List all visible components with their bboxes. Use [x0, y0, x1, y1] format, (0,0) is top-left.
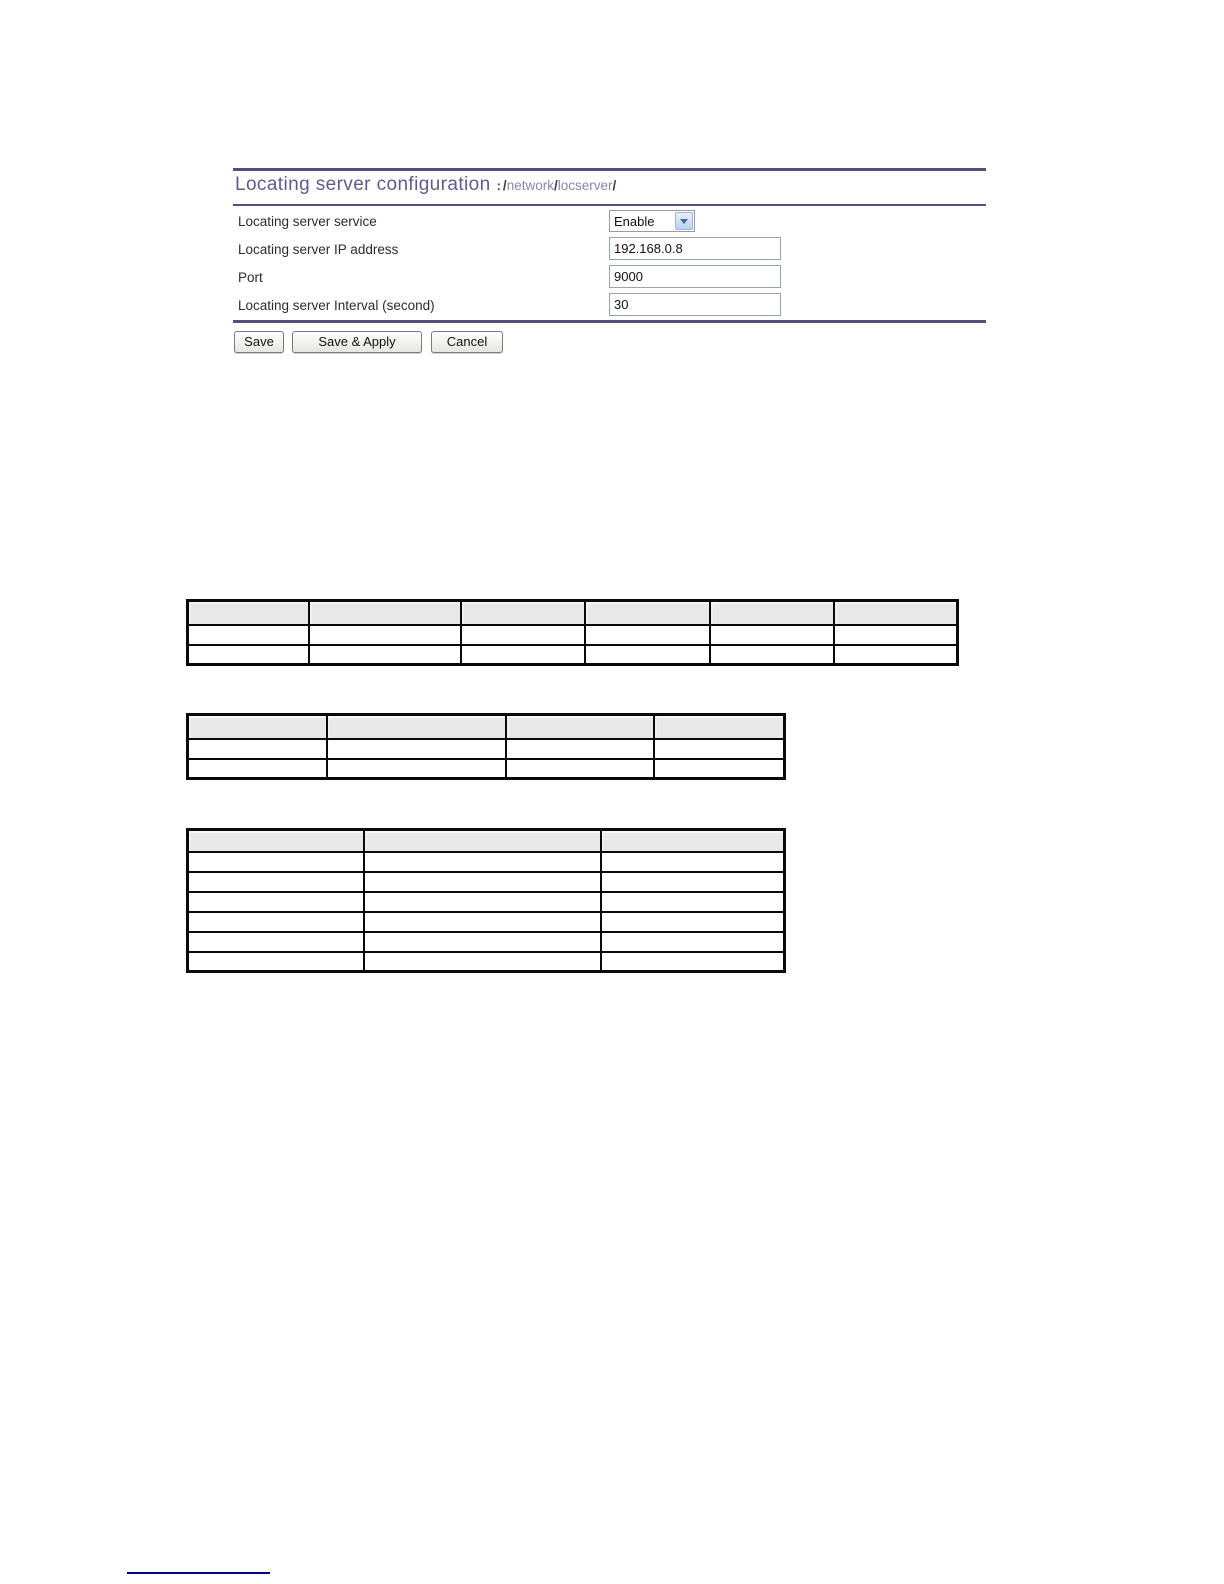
label-locating-server-interval: Locating server Interval (second) — [238, 298, 435, 313]
reference-table-1 — [186, 599, 959, 666]
table-row — [188, 952, 785, 972]
panel-rule-bottom — [233, 320, 986, 323]
panel-rule-under-title — [233, 204, 986, 206]
table-cell — [364, 852, 601, 872]
table-header-row — [188, 601, 958, 625]
label-locating-server-service: Locating server service — [238, 214, 377, 229]
table-header-cell — [585, 601, 710, 625]
table-row — [188, 892, 785, 912]
table-header-cell — [654, 715, 785, 739]
table-header-row — [188, 830, 785, 852]
cancel-button[interactable]: Cancel — [431, 331, 503, 353]
table-header-cell — [601, 830, 785, 852]
reference-table-3 — [186, 828, 786, 973]
table-header-cell — [834, 601, 958, 625]
chevron-down-icon[interactable] — [675, 212, 693, 230]
table-cell — [327, 759, 506, 779]
table-cell — [309, 645, 461, 665]
table-cell — [710, 625, 834, 645]
reference-table-2 — [186, 713, 786, 780]
table-cell — [585, 625, 710, 645]
table-cell — [601, 852, 785, 872]
table-row — [188, 872, 785, 892]
table-header-cell — [710, 601, 834, 625]
locating-server-service-select[interactable] — [609, 210, 695, 232]
breadcrumb-link-locserver[interactable]: locserver — [557, 178, 613, 193]
table-cell — [601, 912, 785, 932]
page-title: Locating server configuration — [235, 174, 491, 195]
table-header-cell — [309, 601, 461, 625]
table-cell — [364, 932, 601, 952]
select-value: Enable — [614, 213, 655, 229]
port-input[interactable] — [609, 265, 781, 288]
table-cell — [834, 625, 958, 645]
table-cell — [461, 625, 585, 645]
table-header-cell — [188, 601, 309, 625]
table-cell — [188, 759, 327, 779]
table-cell — [601, 932, 785, 952]
table-cell — [188, 912, 364, 932]
table-row — [188, 739, 785, 759]
label-locating-server-ip: Locating server IP address — [238, 242, 399, 257]
table-header-cell — [364, 830, 601, 852]
table-cell — [461, 645, 585, 665]
table-row — [188, 852, 785, 872]
table-cell — [601, 892, 785, 912]
table-cell — [188, 932, 364, 952]
table-header-cell — [188, 715, 327, 739]
table-row — [188, 912, 785, 932]
table-header-row — [188, 715, 785, 739]
breadcrumb-slash: / — [553, 178, 558, 193]
table-cell — [601, 952, 785, 972]
table-row — [188, 932, 785, 952]
table-cell — [364, 912, 601, 932]
label-port: Port — [238, 270, 263, 285]
table-cell — [188, 852, 364, 872]
locating-server-ip-input[interactable] — [609, 237, 781, 260]
save-and-apply-button[interactable]: Save & Apply — [292, 331, 422, 353]
save-button[interactable]: Save — [234, 331, 284, 353]
table-cell — [834, 645, 958, 665]
table-header-cell — [327, 715, 506, 739]
panel-rule-top — [233, 168, 986, 171]
table-cell — [188, 625, 309, 645]
table-cell — [710, 645, 834, 665]
breadcrumb-link-network[interactable]: network — [506, 178, 554, 193]
table-cell — [601, 872, 785, 892]
table-cell — [364, 952, 601, 972]
table-cell — [506, 739, 654, 759]
table-cell — [364, 872, 601, 892]
table-cell — [364, 892, 601, 912]
table-row — [188, 759, 785, 779]
table-cell — [654, 759, 785, 779]
panel-title-row — [235, 174, 985, 196]
table-cell — [188, 872, 364, 892]
breadcrumb — [503, 178, 616, 193]
table-header-cell — [188, 830, 364, 852]
table-cell — [506, 759, 654, 779]
breadcrumb-slash: / — [612, 178, 617, 193]
table-cell — [585, 645, 710, 665]
table-cell — [309, 625, 461, 645]
footer-link-underline[interactable] — [127, 1572, 270, 1574]
table-cell — [188, 739, 327, 759]
breadcrumb-slash: / — [502, 178, 507, 193]
table-header-cell — [461, 601, 585, 625]
table-cell — [188, 892, 364, 912]
table-row — [188, 625, 958, 645]
table-row — [188, 645, 958, 665]
table-cell — [188, 952, 364, 972]
table-cell — [654, 739, 785, 759]
table-header-cell — [506, 715, 654, 739]
table-cell — [327, 739, 506, 759]
title-separator: : — [496, 178, 501, 193]
table-cell — [188, 645, 309, 665]
interval-input[interactable] — [609, 293, 781, 316]
